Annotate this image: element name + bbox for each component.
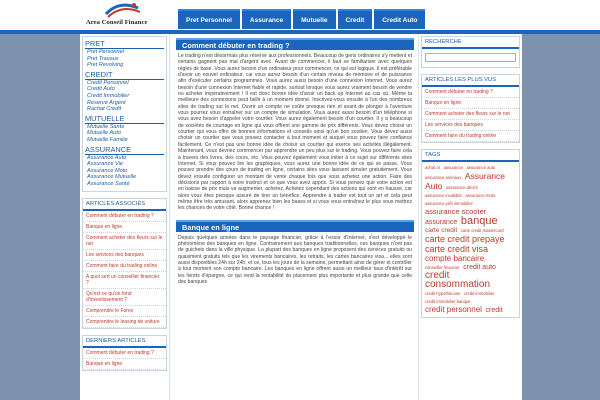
category-link[interactable]: Credit Auto <box>87 86 115 93</box>
tag-link[interactable]: compte bancaire <box>425 254 485 263</box>
popular-article-link[interactable]: Comment débuter en trading ? <box>422 87 519 98</box>
site-header <box>0 0 600 30</box>
tag-link[interactable]: assurance prêt immobilier <box>425 201 473 206</box>
main-nav <box>178 9 427 29</box>
tags-title: TAGS <box>422 150 519 162</box>
tag-link[interactable]: assurance <box>443 165 464 170</box>
category-heading: MUTUELLE <box>85 114 164 124</box>
post-title[interactable]: Banque en ligne <box>176 220 414 232</box>
right-sidebar <box>418 34 522 400</box>
popular-articles-widget <box>421 74 520 143</box>
related-article-link[interactable]: Comprendre le Forex <box>83 306 166 317</box>
tag-link[interactable]: assurance décès <box>446 185 478 190</box>
search-title: RECHERCHE <box>422 37 519 49</box>
tag-link[interactable]: carte credit <box>425 227 458 234</box>
category-link[interactable]: Assurance Auto <box>87 154 127 161</box>
tag-link[interactable]: assurance invalidité <box>425 193 462 198</box>
category-link[interactable]: Assurance Santé <box>87 180 130 187</box>
nav-credit[interactable]: Credit <box>338 9 373 29</box>
tag-link[interactable]: credit auto <box>463 264 496 271</box>
category-link[interactable]: Credit Personnel <box>87 79 129 86</box>
category-heading: ASSURANCE <box>85 145 164 155</box>
tag-link[interactable]: assurance animaux <box>425 175 462 180</box>
related-article-link[interactable]: Comment faire du trading online <box>83 261 166 272</box>
tag-link[interactable]: Assurance <box>464 171 506 181</box>
latest-article-link[interactable]: Comment débuter en trading ? <box>83 348 166 359</box>
tag-link[interactable]: credit hypothécaire <box>425 291 461 296</box>
tags-widget <box>421 149 520 318</box>
related-article-link[interactable]: A quoi sert un conseiller financier ? <box>83 272 166 289</box>
popular-article-link[interactable]: Comment faire du trading online <box>422 131 519 142</box>
category-heading: CREDIT <box>85 70 164 80</box>
tag-link[interactable]: assurance <box>425 219 458 226</box>
category-link[interactable]: Credit Immobilier <box>87 92 130 99</box>
post-body: Depuis quelques années dans le paysage financier, grâce à l'essor d'Internet, s'est développé le phénomène des banques en ligne. Contrairement aux banques traditionnelles, ces banques n'ont pas de guichets dans la ville physique. La plupart des banques en ligne proposent des services gratuits ou quasiment gratuits tels que les virements bancaires, les retraits, les cartes bancaires visa... elles sont aussi disponibles 24h sur 24h, et ce, tous les jours de la semaine, permettant ainsi de gérer et contrôler à tout moment son compte bancaire. Les banques en ligne offrent aussi un meilleur taux d'intérêt sur les livrets d'épargne, ce qui rend la rentabilité du placement plus importante et plus grande que celle des banques <box>178 234 412 285</box>
related-articles-title: ARTICLES ASSOCIÉS <box>83 199 166 211</box>
logo-text: Area Conseil Finance <box>86 19 148 26</box>
tag-link[interactable]: credit immobilier banque <box>425 299 471 304</box>
search-input[interactable] <box>425 53 516 62</box>
tag-link[interactable]: carte credit prepaye <box>425 234 505 244</box>
popular-article-link[interactable]: Banque en ligne <box>422 98 519 109</box>
nav-mutuelle[interactable]: Mutuelle <box>293 9 335 29</box>
tag-cloud <box>422 162 519 317</box>
related-article-link[interactable]: Comment acheter des fleurs sur le net <box>83 233 166 250</box>
post <box>176 220 414 288</box>
tag-link[interactable]: credit personnel <box>425 305 482 314</box>
main-content <box>176 38 414 287</box>
category-menu <box>82 36 167 192</box>
related-article-link[interactable]: Comment débuter en trading ? <box>83 211 166 222</box>
related-article-link[interactable]: Banque en ligne <box>83 222 166 233</box>
related-article-link[interactable]: Les services des banques <box>83 250 166 261</box>
tag-link[interactable]: achat or <box>425 165 441 170</box>
left-sidebar <box>80 34 170 400</box>
related-article-link[interactable]: Qu'est ce qu'un fond d'investissement ? <box>83 289 166 306</box>
category-link[interactable]: Pret Personnel <box>87 49 125 55</box>
category-link[interactable]: Mutuelle Familie <box>87 136 128 143</box>
nav-assurance[interactable]: Assurance <box>242 9 291 29</box>
runner-logo-icon <box>94 2 154 20</box>
category-link[interactable]: Pret Revolving <box>87 62 124 69</box>
category-link[interactable]: Rachat Credit <box>87 106 122 113</box>
tag-link[interactable]: carte credit visa <box>425 244 489 254</box>
related-article-link[interactable]: Comprendre le leasing de voiture <box>83 317 166 328</box>
category-link[interactable]: Assurance Moto <box>87 167 128 174</box>
tag-link[interactable]: assurance auto <box>466 165 496 170</box>
search-widget <box>421 36 520 68</box>
tag-link[interactable]: carte credit mastercard <box>460 228 504 233</box>
tag-link[interactable]: banque <box>460 215 498 227</box>
category-heading: PRET <box>85 39 164 49</box>
tag-link[interactable]: credit <box>425 270 450 281</box>
post-title[interactable]: Comment débuter en trading ? <box>176 38 414 50</box>
category-link[interactable]: Mutuelle Sante <box>87 123 125 130</box>
tag-link[interactable]: conseiller financier <box>425 265 460 270</box>
latest-articles-title: DERNIERS ARTICLES <box>83 336 166 348</box>
post <box>176 38 414 214</box>
category-link[interactable]: Mutuelle Auto <box>87 130 121 137</box>
tag-link[interactable]: assurance scooter <box>425 207 487 216</box>
category-link[interactable]: Reserve Argent <box>87 99 126 106</box>
popular-articles-title: ARTICLES LES PLUS VUS <box>422 75 519 87</box>
popular-article-link[interactable]: Comment acheter des fleurs sur le net <box>422 109 519 120</box>
tag-link[interactable]: credit <box>485 307 503 314</box>
related-articles-widget <box>82 198 167 329</box>
latest-articles-widget <box>82 335 167 371</box>
site-logo[interactable] <box>80 2 180 28</box>
category-link[interactable]: Pret Travaux <box>87 55 119 62</box>
category-link[interactable]: Assurance Mutuelle <box>87 174 137 181</box>
category-link[interactable]: Assurance Vie <box>87 161 123 168</box>
nav-pret-personnel[interactable]: Pret Personnel <box>178 9 240 29</box>
latest-article-link[interactable]: Banque en ligne <box>83 359 166 370</box>
tag-link[interactable]: consommation <box>425 279 491 290</box>
nav-credit-auto[interactable]: Credit Auto <box>374 9 425 29</box>
popular-article-link[interactable]: Les services des banques <box>422 120 519 131</box>
tag-link[interactable]: assurance moto <box>465 193 496 198</box>
tag-link[interactable]: Auto <box>425 181 443 191</box>
tag-link[interactable]: credit immobilier <box>463 291 495 296</box>
post-body: Le trading n'est désormais plus réservé aux professionnels. Beaucoup de gens ordinaires s'y mettent et certains gagnent pas mal d'argent avec. Avant de commencer, il faut se familiariser avec quelques règles de base. Vous aurez besoin d'un ordinateur pour commencer, ce qui est logique. Il est préférable d'avoir un nouvel ordinateur, car vous aurez besoin d'un certain niveau de mémoire et de puissance afin d'exécuter certains programmes. Vous aurez aussi besoin d'une connexion Internet. Vous aurez besoin d'une connexion Internet fiable et rapide, surtout lorsque vous aurez vraiment besoin de vendre ou acheter impérativement ! Il est donc bonne idée d'avoir un back up Internet au cas où. Même la meilleure des connexions peut faillir à un moment donné. Inscrivez-vous ensuite à l'un des nombreux sites de trading sur le net. Ouvrir un compte ne coûte presque rien et avant de plonger à l'aventure vous pourrez vous entraîner sur un compte de simulation. Vous aurez aussi besoin d'un téléphone si vous avez besoin d'appeler votre courtier. Vous aurez également besoin d'un courtier. Il y a beaucoup de sociétés de courtage en ligne qui vous offrent une gamme de prix différents. Vous devez choisir un courtier qui vous offre de bonnes informations et conseils ainsi qu'un bon soutien. Vous devez aussi choisir un courtier que vous pouvez contacter à tout moment et auquel vous pouvez faire confiance facilement. Ce n'est pas une bonne idée de choisir un courtier qui exerce ses activités illégalement. Maintenant, vous devriez commencer par apprendre un peu plus sur le trading. Vous pouvez faire cela à travers des livres, des cours, etc. Vous pouvez également vous initier à ce sujet sur différents sites Internet. Si vous pouvez lire les graphiques, vous aurez une bonne idée de ce qui se passe. Vous pouvez prendre des cours de trading en ligne, certains sites vous laissent simuler gratuitement. Vous devez ensuite configurer un montant de vente chaque fois que vous achetez une action. Faire des décisions par rapport à votre instinct et ce que vous avez appris. Si vous pensez que votre action est en baisse de prix mais va augmenter, achetez. Achetez cependant des actions qui sont en hausse, car alors vous êtes presque assuré de tirer un bénéfice. Apprendre à trader est tout un art et cela peut même être très amusant, alors apprenez bien les bases et si vous vous entraînez le plus vous mettrez les chances de votre côté. Bonne chance ! <box>178 53 412 212</box>
